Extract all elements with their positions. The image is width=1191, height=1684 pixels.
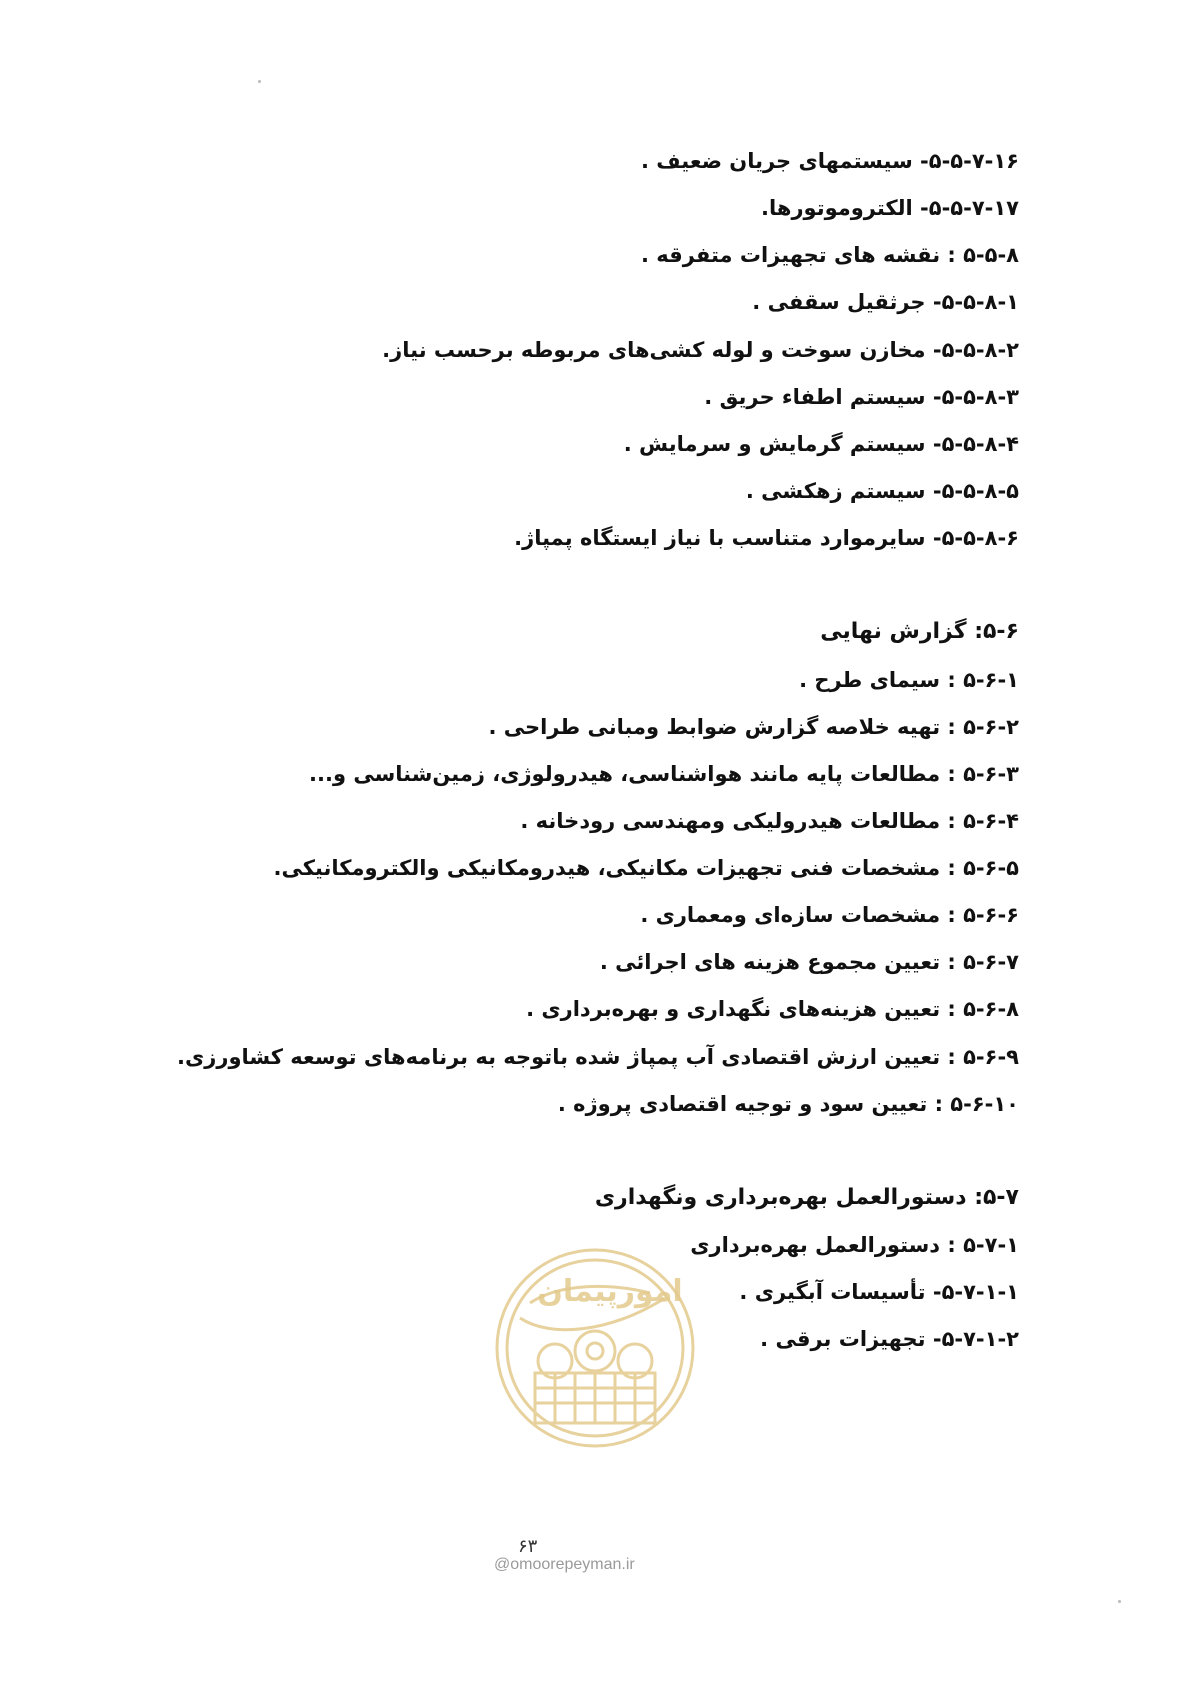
list-item: ۵-۷-۱ : دستورالعمل بهره‌برداری xyxy=(690,1233,1019,1257)
list-item: ۵-۶-۲ : تهیه خلاصه گزارش ضوابط ومبانی طراحی . xyxy=(488,715,1019,739)
list-item: ۵-۶-۱ : سیمای طرح . xyxy=(799,668,1019,692)
list-item: ۵-۵-۸-۴- سیستم گرمایش و سرمایش . xyxy=(623,432,1019,456)
scan-speck xyxy=(1118,1600,1121,1603)
list-item: ۵-۵-۷-۱۶- سیستمهای جریان ضعیف . xyxy=(640,149,1019,173)
list-item: ۵-۶-۶ : مشخصات سازه‌ای ومعماری . xyxy=(640,903,1019,927)
svg-text:امورپیمان: امورپیمان xyxy=(537,1274,683,1309)
omoorepeyman-seal-icon xyxy=(490,1243,700,1453)
list-item: ۵-۵-۸-۶- سایرموارد متناسب با نیاز ایستگاه پمپاژ. xyxy=(514,526,1019,550)
list-item: ۵-۶-۷ : تعیین مجموع هزینه های اجرائی . xyxy=(599,950,1019,974)
list-item: ۵-۵-۸-۱- جرثقیل سقفی . xyxy=(752,290,1019,314)
list-item: ۵-۵-۸-۲- مخازن سوخت و لوله کشی‌های مربوطه برحسب نیاز. xyxy=(382,338,1019,362)
list-item: ۵-۵-۸ : نقشه های تجهیزات متفرقه . xyxy=(641,243,1019,267)
list-item: ۵-۶-۵ : مشخصات فنی تجهیزات مکانیکی، هیدرومکانیکی والکترومکانیکی. xyxy=(273,856,1019,880)
list-item: ۵-۵-۸-۳- سیستم اطفاء حریق . xyxy=(704,385,1019,409)
section-heading: ۵-۶: گزارش نهایی xyxy=(820,619,1019,644)
site-url: @omoorepeyman.ir xyxy=(494,1556,635,1573)
list-item: ۵-۷-۱-۱- تأسیسات آبگیری . xyxy=(739,1280,1019,1304)
list-item: ۵-۵-۷-۱۷- الکتروموتورها. xyxy=(761,196,1019,220)
page-number: ۶۳ xyxy=(518,1536,538,1557)
list-item: ۵-۶-۳ : مطالعات پایه مانند هواشناسی، هیدرولوژی، زمین‌شناسی و... xyxy=(309,762,1019,786)
list-item: ۵-۵-۸-۵- سیستم زهکشی . xyxy=(745,479,1019,503)
list-item: ۵-۷-۱-۲- تجهیزات برقی . xyxy=(760,1327,1019,1351)
list-item: ۵-۶-۱۰ : تعیین سود و توجیه اقتصادی پروژه . xyxy=(557,1092,1019,1116)
list-item: ۵-۶-۹ : تعیین ارزش اقتصادی آب پمپاژ شده باتوجه به برنامه‌های توسعه کشاورزی. xyxy=(177,1045,1019,1069)
scan-speck xyxy=(258,80,261,83)
list-item: ۵-۶-۴ : مطالعات هیدرولیکی ومهندسی رودخانه . xyxy=(520,809,1019,833)
list-item: ۵-۶-۸ : تعیین هزینه‌های نگهداری و بهره‌برداری . xyxy=(526,997,1019,1021)
section-heading: ۵-۷: دستورالعمل بهره‌برداری ونگهداری xyxy=(594,1185,1019,1210)
